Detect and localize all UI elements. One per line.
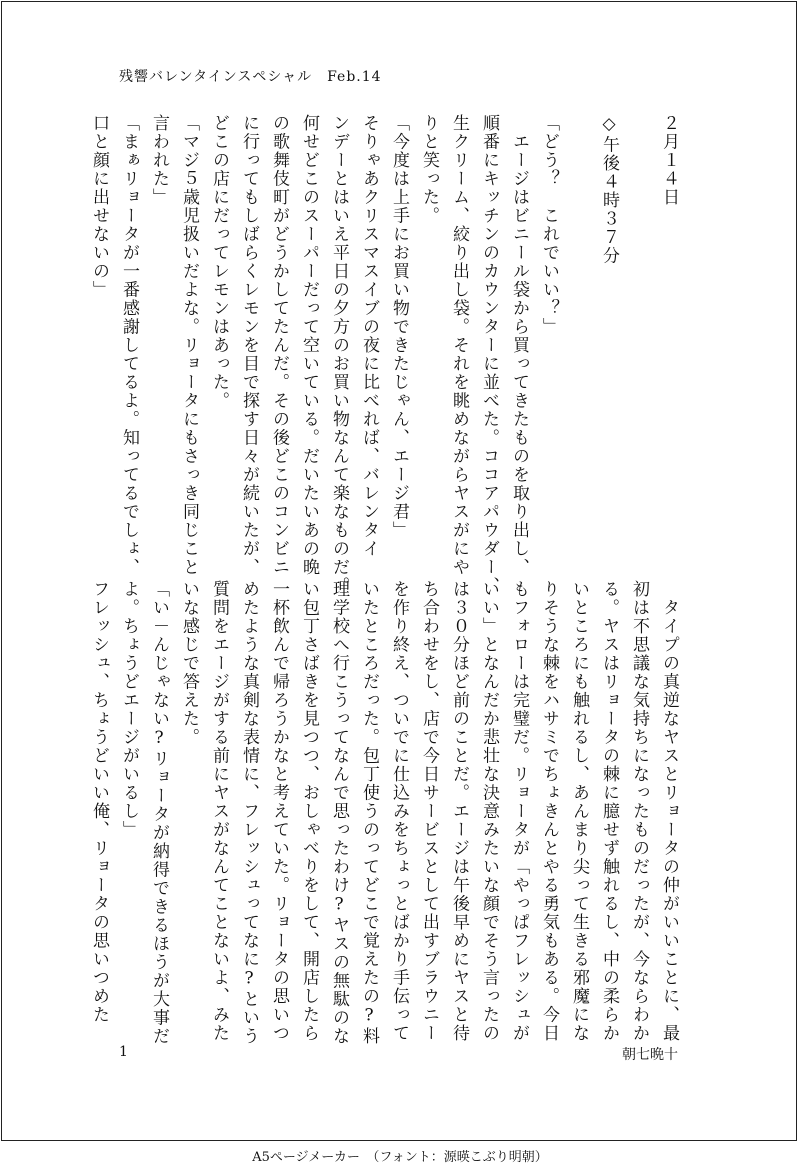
text-line: 口と顔に出せないの」	[89, 114, 109, 299]
text-line: ンデーとはいえ平日の夕方のお買い物なんて楽なものだ。	[329, 114, 349, 595]
text-line: そりゃあクリスマスイブの夜に比べれば、バレンタイ	[359, 114, 379, 558]
text-line: ◇午後４時３７分	[599, 114, 619, 265]
text-line: ２月１４日	[659, 114, 679, 207]
text-line	[624, 114, 654, 554]
text-line: 「まぁリョータが一番感謝してるよ。知ってるでしょ、	[119, 114, 139, 577]
text-line: めたような真剣な表情に、フレッシュってなに?という	[239, 580, 259, 1046]
author-name: 朝七晩十	[622, 1047, 678, 1063]
text-line: いい」となんだか悲壮な決意みたいな顔でそう言ったの	[479, 580, 499, 1043]
text-line: 言われた」	[149, 114, 169, 207]
text-line	[564, 114, 594, 554]
text-line: りそうな棘をハサミでちょきんとやる勇気もある。今日	[539, 580, 559, 1043]
text-line: の歌舞伎町がどうかしてたんだ。その後どこのコンビニ	[269, 114, 289, 577]
page-number: 1	[119, 1044, 128, 1060]
text-line: 順番にキッチンのカウンターに並べた。ココアパウダー、	[479, 114, 499, 595]
text-line: もフォローは完璧だ。リョータが「やっぱフレッシュが	[509, 580, 529, 1043]
text-line: りと笑った。	[419, 114, 439, 225]
generator-label: A5ページメーカー （フォント：源暎こぶり明朝）	[252, 1150, 548, 1165]
text-line: を作り終え、ついでに仕込みをちょっとばかり手伝って	[389, 580, 409, 1043]
text-line: 生クリーム、絞り出し袋。それを眺めながらヤスがにや	[449, 114, 469, 577]
text-line: 何せどこのスーパーだって空いている。だいたいあの晩	[299, 114, 319, 577]
body-text-upper	[84, 114, 684, 595]
text-line: に行ってもしばらくレモンを目で探す日々が続いたが、	[239, 114, 259, 577]
text-line: 初は不思議な気持ちになったものだったが、今ならわか	[629, 580, 649, 1043]
text-line: 「今度は上手にお買い物できたじゃん、エージ君」	[389, 114, 409, 540]
text-line: 「い－んじゃない?リョータが納得できるほうが大事だ	[149, 580, 169, 1046]
text-line: いところにも触れるし、あんまり尖って生きる邪魔にな	[569, 580, 589, 1043]
text-line: タイプの真逆なヤスとリョータの仲がいいことに、最	[659, 580, 679, 1043]
page	[1, 1, 797, 1141]
running-header: 残響バレンタインスペシャル Feb.14	[119, 69, 382, 85]
text-line: 「マジ５歳児扱いだよな。リョータにもさっき同じこと	[179, 114, 199, 577]
text-line: は３０分ほど前のことだ。エージは午後早めにヤスと待	[449, 580, 469, 1043]
text-line: いな感じで答えた。	[179, 580, 199, 747]
text-line: いたところだった。包丁使うのってどこで覚えたの?料	[359, 580, 379, 1046]
text-line: フレッシュ、ちょうどいい俺、リョータの思いつめた	[89, 580, 109, 1024]
text-line: る。ヤスはリョータの棘に臆せず触れるし、中の柔らか	[599, 580, 619, 1043]
text-line: エージはビニール袋から買ってきたものを取り出し、	[509, 114, 529, 577]
text-line: 一杯飲んで帰ろうかなと考えていた。リョータの思いつ	[269, 580, 289, 1043]
text-line: 「どう？ これでいい？」	[539, 114, 559, 336]
text-line: い包丁さばきを見つつ、おしゃべりをして、開店したら	[299, 580, 319, 1043]
text-line: ち合わせをし、店で今日サービスとして出すブラウニー	[419, 580, 439, 1043]
text-line: よ。ちょうどエージがいるし」	[119, 580, 139, 839]
text-line: 質問をエージがする前にヤスがなんてことないよ、みた	[209, 580, 229, 1043]
text-line: 理学校へ行こうってなんで思ったわけ?ヤスの無駄のな	[329, 580, 349, 1046]
text-line: どこの店にだってレモンはあった。	[209, 114, 229, 410]
body-text-lower	[84, 580, 684, 1046]
